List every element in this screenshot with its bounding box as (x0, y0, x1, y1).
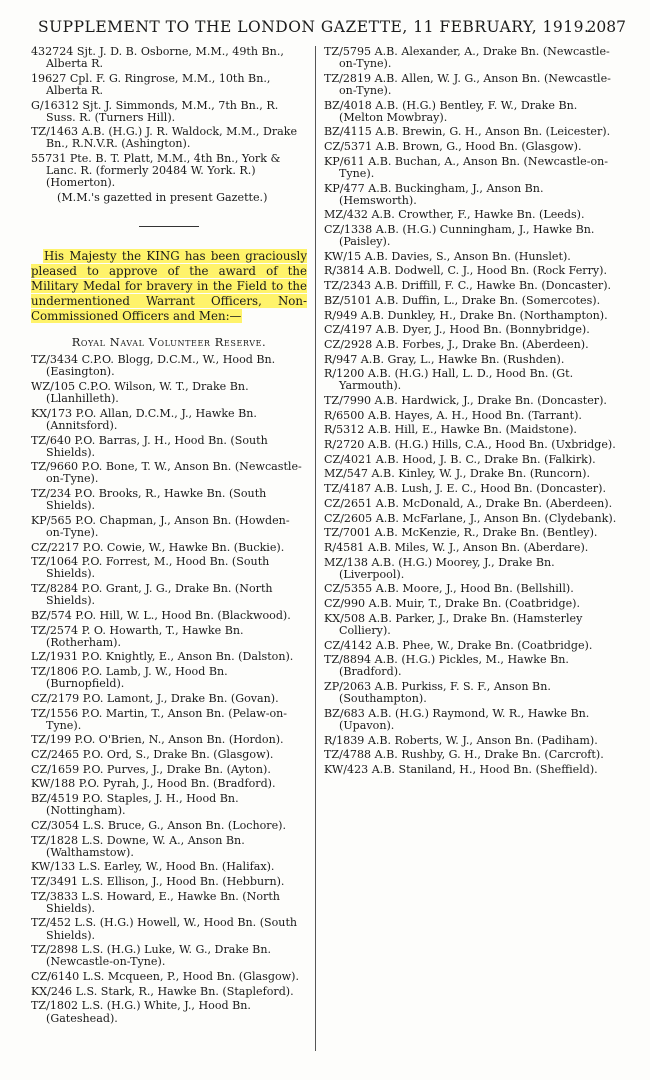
list-item: R/5312 A.B. Hill, E., Hawke Bn. (Maidstone). (324, 423, 577, 437)
list-item: TZ/2343 A.B. Driffill, F. C., Hawke Bn. (Doncaster). (324, 279, 612, 293)
list-item: TZ/3434 C.P.O. Blogg, D.C.M., W., Hood Bn. (Easington). (31, 353, 276, 379)
list-item: CZ/2465 P.O. Ord, S., Drake Bn. (Glasgow). (31, 748, 274, 761)
list-item: CZ/4021 A.B. Hood, J. B. C., Drake Bn. (Falkirk). (324, 452, 596, 466)
list-item: CZ/2179 P.O. Lamont, J., Drake Bn. (Govan). (31, 691, 279, 705)
list-item: KP/565 P.O. Chapman, J., Anson Bn. (Howden-on-Tyne). (31, 513, 290, 539)
left-entries-list (31, 354, 307, 1024)
list-item: TZ/1802 L.S. (H.G.) White, J., Hood Bn. (Gateshead). (31, 999, 251, 1025)
list-item: CZ/2605 A.B. McFarlane, J., Anson Bn. (Clydebank). (324, 511, 617, 525)
list-item: TZ/1463 A.B. (H.G.) J. R. Waldock, M.M., Drake Bn., R.N.V.R. (Ashington). (31, 125, 298, 151)
list-item: TZ/1064 P.O. Forrest, M., Hood Bn. (South Shields). (31, 555, 270, 581)
list-item: CZ/3054 L.S. Bruce, G., Anson Bn. (Lochore). (31, 818, 287, 832)
list-item: BZ/5101 A.B. Duffin, L., Drake Bn. (Somercotes). (324, 293, 601, 307)
page-header (10, 18, 640, 44)
list-item: 432724 Sjt. J. D. B. Osborne, M.M., 49th Bn., Alberta R. (31, 45, 284, 71)
list-item: LZ/1931 P.O. Knightly, E., Anson Bn. (Dalston). (31, 650, 294, 664)
list-item: CZ/5355 A.B. Moore, J., Hood Bn. (Bellshill). (324, 582, 574, 596)
list-item: TZ/8894 A.B. (H.G.) Pickles, M., Hawke Bn. (Bradford). (324, 653, 569, 679)
list-item: MZ/432 A.B. Crowther, F., Hawke Bn. (Leeds). (324, 208, 585, 222)
list-item: BZ/574 P.O. Hill, W. L., Hood Bn. (Blackwood). (31, 608, 291, 622)
list-item: ZP/2063 A.B. Purkiss, F. S. F., Anson Bn. (Southampton). (324, 680, 551, 706)
list-item: R/3814 A.B. Dodwell, C. J., Hood Bn. (Rock Ferry). (324, 264, 608, 278)
list-item: R/949 A.B. Dunkley, H., Drake Bn. (Northampton). (324, 308, 608, 322)
list-item: R/4581 A.B. Miles, W. J., Anson Bn. (Aberdare). (324, 540, 589, 554)
list-item: TZ/2819 A.B. Allen, W. J. G., Anson Bn. (Newcastle-on-Tyne). (324, 71, 611, 97)
section-heading: Royal Naval Volunteer Reserve. (71, 335, 267, 350)
list-item: TZ/199 P.O. O'Brien, N., Anson Bn. (Hordon). (31, 733, 284, 747)
list-item: BZ/683 A.B. (H.G.) Raymond, W. R., Hawke Bn. (Upavon). (324, 706, 590, 732)
list-item: KW/133 L.S. Earley, W., Hood Bn. (Halifax). (31, 860, 275, 874)
list-item: KW/423 A.B. Staniland, H., Hood Bn. (Sheffield). (324, 762, 598, 776)
list-item: BZ/4018 A.B. (H.G.) Bentley, F. W., Drake Bn. (Melton Mowbray). (324, 98, 578, 124)
list-item: 55731 Pte. B. T. Platt, M.M., 4th Bn., York & Lanc. R. (formerly 20484 W. York. R.) (Homerton). (31, 152, 281, 190)
list-item: CZ/1659 P.O. Purves, J., Drake Bn. (Ayton). (31, 762, 271, 776)
list-item: G/16312 Sjt. J. Simmonds, M.M., 7th Bn., R. Suss. R. (Turners Hill). (31, 98, 279, 124)
list-item: CZ/990 A.B. Muir, T., Drake Bn. (Coatbridge). (324, 597, 581, 611)
list-item: CZ/4142 A.B. Phee, W., Drake Bn. (Coatbridge). (324, 638, 593, 652)
right-column (324, 46, 620, 779)
list-item: TZ/8284 P.O. Grant, J. G., Drake Bn. (North Shields). (31, 582, 273, 608)
list-item: KW/188 P.O. Pyrah, J., Hood Bn. (Bradford). (31, 777, 276, 791)
list-item: MZ/138 A.B. (H.G.) Moorey, J., Drake Bn. (Liverpool). (324, 555, 555, 581)
intro-paragraph (31, 249, 307, 324)
list-item: KP/611 A.B. Buchan, A., Anson Bn. (Newcastle-on-Tyne). (324, 154, 609, 180)
highlighted-intro-text: His Majesty the KING has been graciously pleased to approve of the award of the Military Medal for bravery in the Field to the undermentioned Warrant Officers, Non-Commissioned Officers and Men:— (31, 249, 307, 324)
list-item: CZ/6140 L.S. Mcqueen, P., Hood Bn. (Glasgow). (31, 970, 299, 984)
list-item: CZ/5371 A.B. Brown, G., Hood Bn. (Glasgow). (324, 140, 582, 154)
list-item: TZ/5795 A.B. Alexander, A., Drake Bn. (Newcastle-on-Tyne). (324, 45, 610, 71)
gazette-note: (M.M.'s gazetted in present Gazette.) (57, 191, 268, 204)
list-item: KX/173 P.O. Allan, D.C.M., J., Hawke Bn. (Annitsford). (31, 406, 257, 432)
list-item: CZ/4197 A.B. Dyer, J., Hood Bn. (Bonnybridge). (324, 323, 590, 337)
page-title: SUPPLEMENT TO THE LONDON GAZETTE, 11 FEBRUARY, 1919. (38, 18, 590, 36)
section-divider (139, 226, 199, 227)
list-item: CZ/1338 A.B. (H.G.) Cunningham, J., Hawke Bn. (Paisley). (324, 222, 595, 249)
list-item: R/2720 A.B. (H.G.) Hills, C.A., Hood Bn. (Uxbridge). (324, 438, 616, 452)
list-item: TZ/4187 A.B. Lush, J. E. C., Hood Bn. (Doncaster). (324, 482, 606, 496)
list-item: KX/246 L.S. Stark, R., Hawke Bn. (Stapleford). (31, 984, 294, 998)
left-column (31, 46, 307, 1027)
list-item: WZ/105 C.P.O. Wilson, W. T., Drake Bn. (Llanhilleth). (31, 379, 249, 406)
page-number: 2087 (586, 18, 626, 36)
list-item: R/1200 A.B. (H.G.) Hall, L. D., Hood Bn. (Gt. Yarmouth). (324, 367, 574, 393)
list-item: BZ/4115 A.B. Brewin, G. H., Anson Bn. (Leicester). (324, 125, 611, 139)
list-item: BZ/4519 P.O. Staples, J. H., Hood Bn. (Nottingham). (31, 792, 239, 818)
list-item: TZ/4788 A.B. Rushby, G. H., Drake Bn. (Carcroft). (324, 748, 604, 762)
list-item: R/6500 A.B. Hayes, A. H., Hood Bn. (Tarrant). (324, 408, 582, 422)
list-item: TZ/3491 L.S. Ellison, J., Hood Bn. (Hebburn). (31, 875, 285, 888)
list-item: KP/477 A.B. Buckingham, J., Anson Bn. (Hemsworth). (324, 181, 544, 207)
list-item: TZ/640 P.O. Barras, J. H., Hood Bn. (South Shields). (31, 433, 268, 459)
list-item: R/947 A.B. Gray, L., Hawke Bn. (Rushden). (324, 352, 565, 366)
column-divider (315, 46, 316, 1051)
list-item: R/1839 A.B. Roberts, W. J., Anson Bn. (Padiham). (324, 733, 598, 747)
list-item: TZ/1806 P.O. Lamb, J. W., Hood Bn. (Burnopfield). (31, 665, 228, 691)
list-item: 19627 Cpl. F. G. Ringrose, M.M., 10th Bn., Alberta R. (31, 71, 271, 97)
list-item: TZ/9660 P.O. Bone, T. W., Anson Bn. (Newcastle-on-Tyne). (31, 460, 302, 486)
list-item: TZ/234 P.O. Brooks, R., Hawke Bn. (South Shields). (31, 487, 267, 513)
left-top-entries (31, 46, 307, 189)
list-item: TZ/452 L.S. (H.G.) Howell, W., Hood Bn. (South Shields). (31, 916, 298, 942)
list-item: TZ/2574 P. O. Howarth, T., Hawke Bn. (Rotherham). (31, 623, 244, 649)
list-item: MZ/547 A.B. Kinley, W. J., Drake Bn. (Runcorn). (324, 467, 591, 481)
list-item: TZ/1828 L.S. Downe, W. A., Anson Bn. (Walthamstow). (31, 833, 245, 859)
list-item: TZ/1556 P.O. Martin, T., Anson Bn. (Pelaw-on-Tyne). (31, 706, 288, 732)
list-item: KX/508 A.B. Parker, J., Drake Bn. (Hamsterley Colliery). (324, 611, 583, 637)
list-item: TZ/2898 L.S. (H.G.) Luke, W. G., Drake Bn. (Newcastle-on-Tyne). (31, 943, 271, 969)
list-item: CZ/2651 A.B. McDonald, A., Drake Bn. (Aberdeen). (324, 496, 613, 510)
right-entries-list (324, 46, 620, 776)
list-item: KW/15 A.B. Davies, S., Anson Bn. (Hunslet). (324, 249, 571, 263)
list-item: CZ/2928 A.B. Forbes, J., Drake Bn. (Aberdeen). (324, 337, 589, 351)
list-item: TZ/7001 A.B. McKenzie, R., Drake Bn. (Bentley). (324, 526, 598, 540)
list-item: CZ/2217 P.O. Cowie, W., Hawke Bn. (Buckie). (31, 540, 285, 554)
list-item: TZ/7990 A.B. Hardwick, J., Drake Bn. (Doncaster). (324, 394, 607, 408)
list-item: TZ/3833 L.S. Howard, E., Hawke Bn. (North Shields). (31, 889, 280, 915)
